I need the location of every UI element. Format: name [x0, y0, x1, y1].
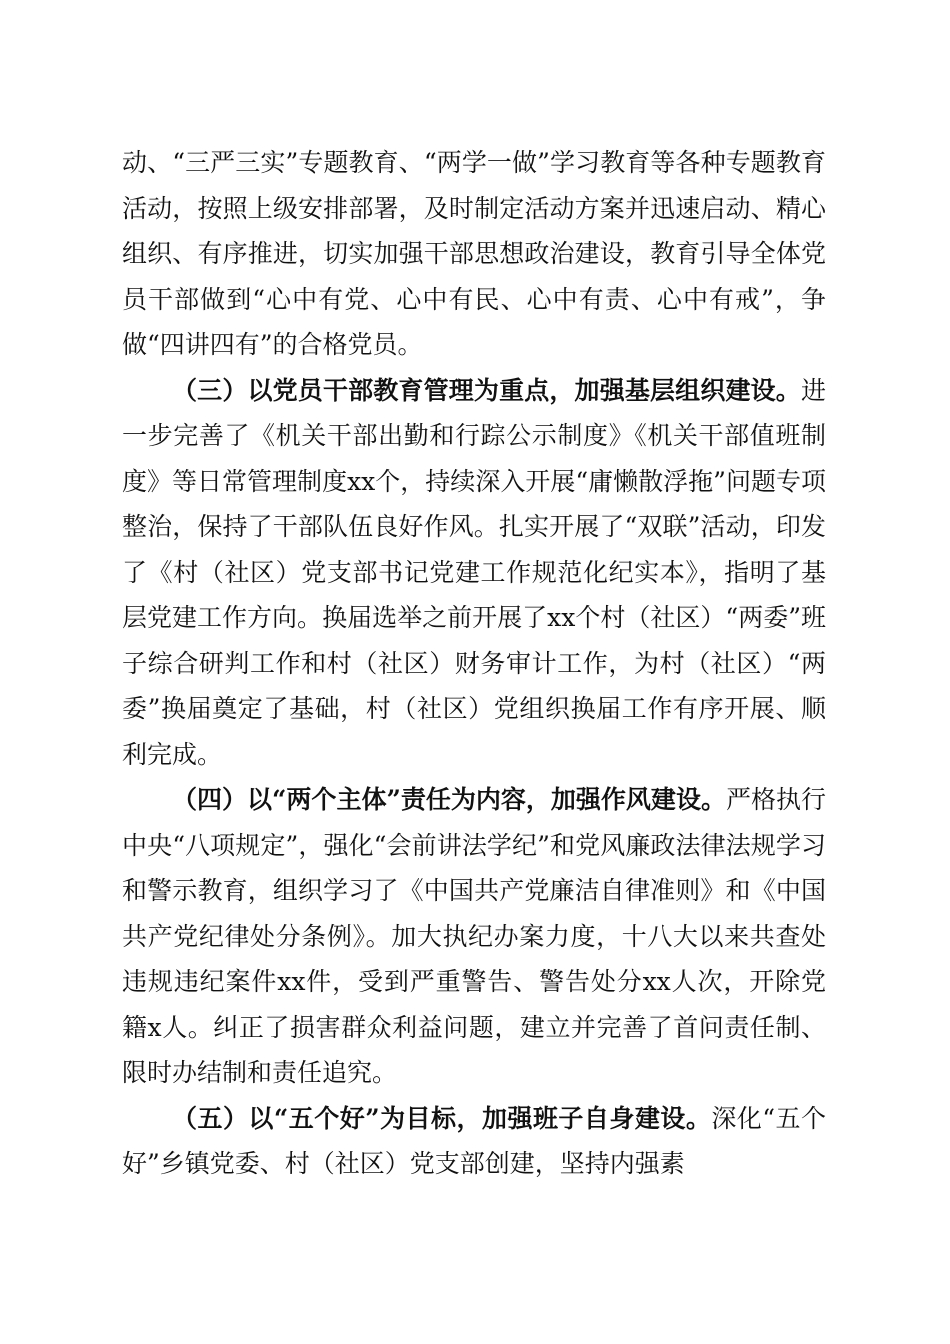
paragraph-section-3 [122, 368, 826, 778]
paragraph-text: 严格执行中央“八项规定”，强化“会前讲法学纪”和党风廉政法律法规学习和警示教育，组织学习了《中国共产党廉洁自律准则》和《中国共产党纪律处分条例》。加大执纪办案力度，十八大以来共查处违规违纪案件xx件，受到严重警告、警告处分xx人次，开除党籍x人。纠正了损害群众利益问题，建立并完善了首问责任制、限时办结制和责任追究。 [122, 785, 826, 1087]
paragraph-text: 深化“五个好”乡镇党委、村（社区）党支部创建，坚持内强素 [122, 1103, 827, 1178]
section-heading-5: （五）以“五个好”为目标，加强班子自身建设。 [172, 1103, 712, 1133]
document-body [122, 140, 826, 1187]
paragraph-continuation [122, 140, 826, 368]
paragraph-text: 进一步完善了《机关干部出勤和行踪公示制度》《机关干部值班制度》等日常管理制度xx个，持续深入开展“庸懒散浮拖”问题专项整治，保持了干部队伍良好作风。扎实开展了“双联”活动，印发了《村（社区）党支部书记党建工作规范化纪实本》，指明了基层党建工作方向。换届选举之前开展了xx个村（社区）“两委”班子综合研判工作和村（社区）财务审计工作，为村（社区）“两委”换届奠定了基础，村（社区）党组织换届工作有序开展、顺利完成。 [122, 375, 826, 769]
paragraph-section-4 [122, 777, 826, 1096]
paragraph-section-5 [122, 1096, 826, 1187]
section-heading-3: （三）以党员干部教育管理为重点，加强基层组织建设。 [172, 375, 801, 405]
paragraph-text: 动、“三严三实”专题教育、“两学一做”学习教育等各种专题教育活动，按照上级安排部署，及时制定活动方案并迅速启动、精心组织、有序推进，切实加强干部思想政治建设，教育引导全体党员干部做到“心中有党、心中有民、心中有责、心中有戒”，争做“四讲四有”的合格党员。 [122, 148, 826, 359]
section-heading-4: （四）以“两个主体”责任为内容，加强作风建设。 [172, 785, 726, 814]
